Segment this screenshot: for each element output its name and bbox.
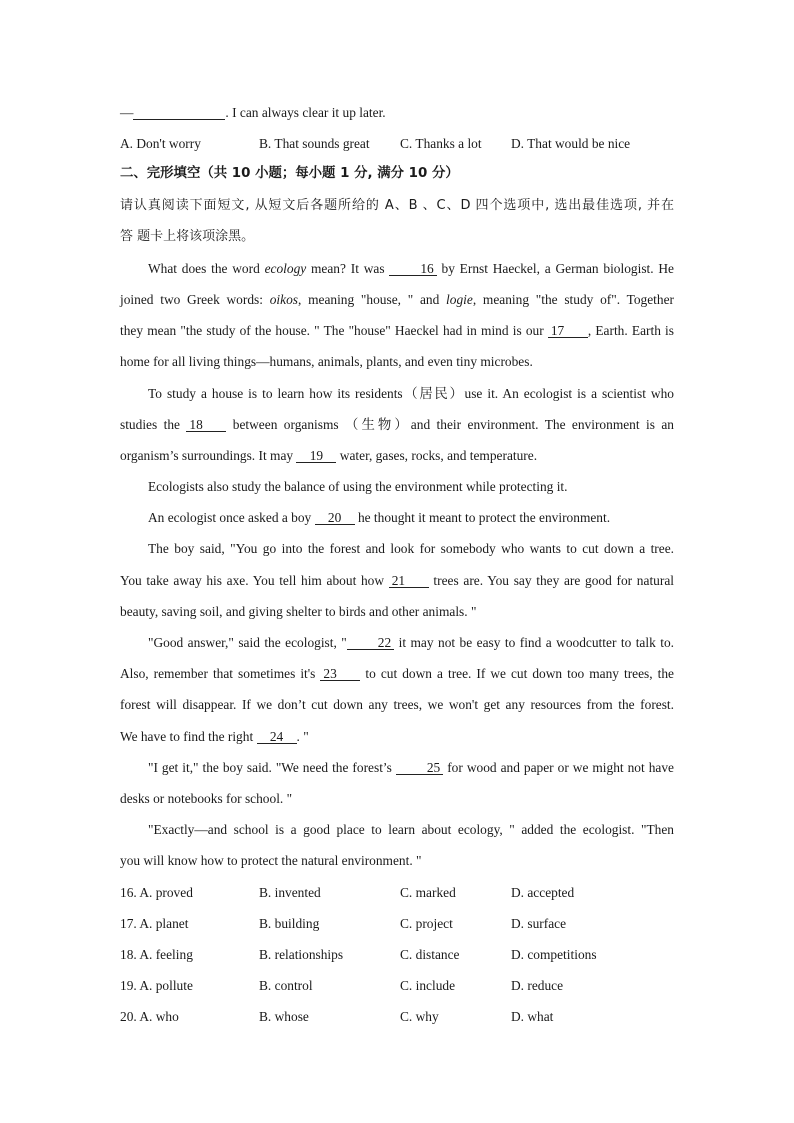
- answer-blank: [133, 106, 225, 120]
- blank-21: 21: [389, 574, 429, 588]
- passage-line: To study a house is to learn how its residents（居民）use it. An ecologist is a scientist who: [148, 386, 674, 401]
- option-d: D. accepted: [511, 885, 575, 900]
- option-a: A. Don't worry: [120, 136, 201, 151]
- question-stem: — . I can always clear it up later.: [120, 105, 386, 120]
- section-instruction: 请认真阅读下面短文, 从短文后各题所给的 A、B 、C、D 四个选项中, 选出最佳选项, 并在: [120, 198, 674, 213]
- option-b: B. invented: [259, 885, 321, 900]
- option-a: 16. A. proved: [120, 885, 193, 900]
- passage-line: What does the word ecology mean? It was 16 by Ernst Haeckel, a German biologist. He: [148, 261, 674, 276]
- passage-line: studies the 18 between organisms （生物）and their environment. The environment is an: [120, 417, 674, 432]
- passage-line: Ecologists also study the balance of using the environment while protecting it.: [148, 479, 568, 494]
- option-d: D. That would be nice: [511, 136, 631, 151]
- passage-line: they mean "the study of the house. " The "house" Haeckel had in mind is our 17 , Earth. Earth is: [120, 323, 674, 338]
- option-b: B. That sounds great: [259, 136, 370, 151]
- passage-line: home for all living things—humans, animals, plants, and even tiny microbes.: [120, 354, 533, 369]
- blank-23: 23: [320, 667, 360, 681]
- option-b: B. relationships: [259, 947, 344, 962]
- section-instruction-cont: 答 题卡上将该项涂黑。: [120, 229, 255, 244]
- blank-18: 18: [186, 418, 226, 432]
- option-b: B. control: [259, 978, 313, 993]
- option-d: D. what: [511, 1009, 554, 1024]
- passage-line: We have to find the right 24 . ": [120, 729, 309, 744]
- blank-25: 25: [396, 761, 443, 775]
- option-c: C. include: [400, 978, 456, 993]
- blank-19: 19: [296, 449, 336, 463]
- option-c: C. Thanks a lot: [400, 136, 482, 151]
- passage-line: "Good answer," said the ecologist, " 22 it may not be easy to find a woodcutter to talk to.: [148, 635, 675, 650]
- passage-line: The boy said, "You go into the forest and look for somebody who wants to cut down a tree.: [148, 541, 674, 556]
- blank-16: 16: [389, 262, 436, 276]
- blank-17: 17: [548, 324, 588, 338]
- question-row: [120, 916, 674, 932]
- option-d: D. reduce: [511, 978, 564, 993]
- option-c: C. why: [400, 1009, 439, 1024]
- option-d: D. surface: [511, 916, 567, 931]
- passage-line: beauty, saving soil, and giving shelter to birds and other animals. ": [120, 604, 477, 619]
- option-a: 17. A. planet: [120, 916, 189, 931]
- option-b: B. whose: [259, 1009, 309, 1024]
- question-row: [120, 978, 674, 994]
- passage-line: "Exactly—and school is a good place to learn about ecology, " added the ecologist. "Then: [148, 822, 674, 837]
- question-row: [120, 947, 674, 963]
- blank-22: 22: [347, 636, 394, 650]
- passage-line: joined two Greek words: oikos, meaning "house, " and logie, meaning "the study of". Together: [120, 292, 674, 307]
- passage-line: "I get it," the boy said. "We need the forest’s 25 for wood and paper or we might not have: [148, 760, 674, 775]
- option-d: D. competitions: [511, 947, 597, 962]
- section-heading: 二、完形填空（共 10 小题；每小题 1 分, 满分 10 分）: [120, 166, 459, 181]
- option-a: 19. A. pollute: [120, 978, 193, 993]
- option-c: C. distance: [400, 947, 460, 962]
- blank-24: 24: [257, 730, 297, 744]
- option-row: [120, 136, 674, 152]
- passage-line: Also, remember that sometimes it's 23 to cut down a tree. If we cut down too many trees, the: [120, 666, 674, 681]
- blank-20: 20: [315, 511, 355, 525]
- option-a: 18. A. feeling: [120, 947, 193, 962]
- question-row: [120, 1009, 674, 1025]
- passage-line: you will know how to protect the natural environment. ": [120, 853, 422, 868]
- passage-line: organism’s surroundings. It may 19 water, gases, rocks, and temperature.: [120, 448, 538, 463]
- question-row: [120, 885, 674, 901]
- option-b: B. building: [259, 916, 320, 931]
- passage-line: You take away his axe. You tell him about how 21 trees are. You say they are good for natural: [120, 573, 674, 588]
- option-a: 20. A. who: [120, 1009, 179, 1024]
- option-c: C. project: [400, 916, 453, 931]
- passage-line: desks or notebooks for school. ": [120, 791, 293, 806]
- passage-line: An ecologist once asked a boy 20 he thought it meant to protect the environment.: [148, 510, 611, 525]
- passage-line: forest will disappear. If we don’t cut down any trees, we won't get any resources from the forest.: [120, 697, 674, 712]
- option-c: C. marked: [400, 885, 456, 900]
